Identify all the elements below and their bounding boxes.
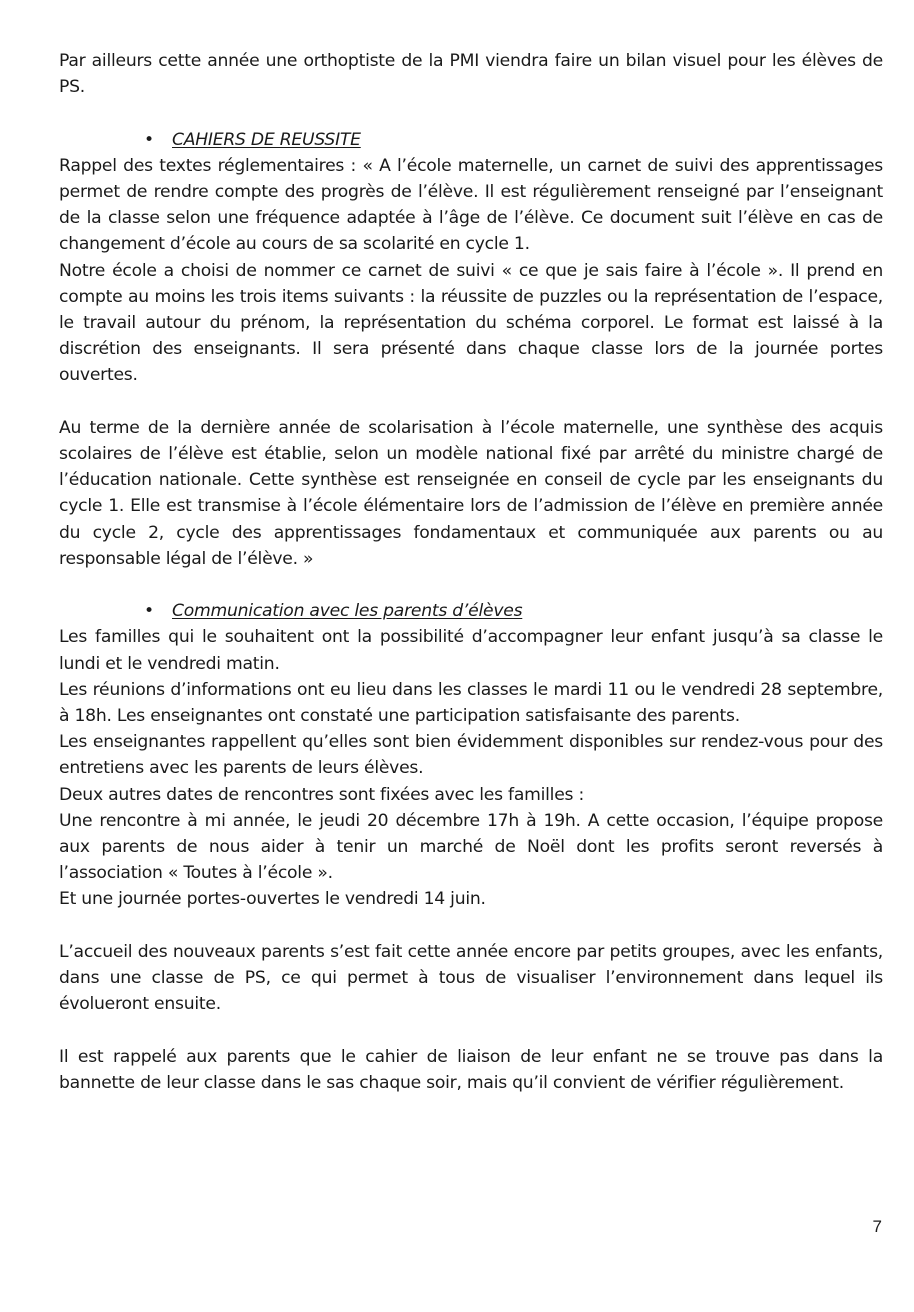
cahiers-paragraph-rappel: Rappel des textes réglementaires : « A l’école maternelle, un carnet de suivi des apprentissages permet de rendre compte des progrès de l’élève. Il est régulièrement renseigné par l’enseignant de la classe selon une fréquence adaptée à l’âge de l’élève. Ce document suit l’élève en cas de changement d’école au cours de sa scolarité en cycle 1. [59,155,883,255]
communication-paragraph-familles: Les familles qui le souhaitent ont la possibilité d’accompagner leur enfant jusqu’à sa classe le lundi et le vendredi matin. [59,627,883,674]
bullet-icon: • [144,601,154,622]
communication-paragraph-portes-ouvertes: Et une journée portes-ouvertes le vendredi 14 juin. [59,889,486,910]
bullet-icon: • [144,129,154,150]
spacer [59,572,883,598]
communication-paragraph-rencontre: Une rencontre à mi année, le jeudi 20 décembre 17h à 19h. A cette occasion, l’équipe propose aux parents de nous aider à tenir un marché de Noël dont les profits seront reversés à l’association « Toutes à l’école ». [59,810,883,884]
heading-text: Communication avec les parents d’élèves [172,601,523,622]
section-heading-communication [59,598,883,624]
spacer [59,389,883,415]
cahiers-paragraph-carnet: Notre école a choisi de nommer ce carnet de suivi « ce que je sais faire à l’école ». Il prend en compte au moins les trois items suivants : la réussite de puzzles ou la représentation de l’espace, le travail autour du prénom, la représentation du schéma corporel. Le format est laissé à la discrétion des enseignants. Il sera présenté dans chaque classe lors de la journée portes ouvertes. [59,260,883,386]
communication-paragraph-disponibles: Les enseignantes rappellent qu’elles sont bien évidemment disponibles sur rendez-vous pour des entretiens avec les parents de leurs élèves. [59,732,883,779]
communication-paragraph-dates: Deux autres dates de rencontres sont fixées avec les familles : [59,784,584,805]
document-page [59,48,883,1096]
communication-paragraph-cahier-liaison: Il est rappelé aux parents que le cahier de liaison de leur enfant ne se trouve pas dans la bannette de leur classe dans le sas chaque soir, mais qu’il convient de vérifier régulièrement. [59,1046,883,1093]
cahiers-paragraph-synthese: Au terme de la dernière année de scolarisation à l’école maternelle, une synthèse des acquis scolaires de l’élève est établie, selon un modèle national fixé par arrêté du ministre chargé de l’éducation nationale. Cette synthèse est renseignée en conseil de cycle par les enseignants du cycle 1. Elle est transmise à l’école élémentaire lors de l’admission de l’élève en première année du cycle 2, cycle des apprentissages fondamentaux et communiquée aux parents ou au responsable légal de l’élève. » [59,417,883,569]
communication-paragraph-reunions: Les réunions d’informations ont eu lieu dans les classes le mardi 11 ou le vendredi 28 septembre, à 18h. Les enseignantes ont constaté une participation satisfaisante des parents. [59,679,883,727]
page-number: 7 [872,1217,882,1236]
intro-paragraph: Par ailleurs cette année une orthoptiste de la PMI viendra faire un bilan visuel pour les élèves de PS. [59,51,883,98]
communication-paragraph-accueil: L’accueil des nouveaux parents s’est fait cette année encore par petits groupes, avec les enfants, dans une classe de PS, ce qui permet à tous de visualiser l’environnement dans lequel ils évolueront ensuite. [59,941,883,1015]
spacer [59,1017,883,1043]
section-heading-cahiers [59,127,883,153]
spacer [59,100,883,126]
spacer [59,913,883,939]
heading-text: CAHIERS DE REUSSITE [172,129,361,150]
